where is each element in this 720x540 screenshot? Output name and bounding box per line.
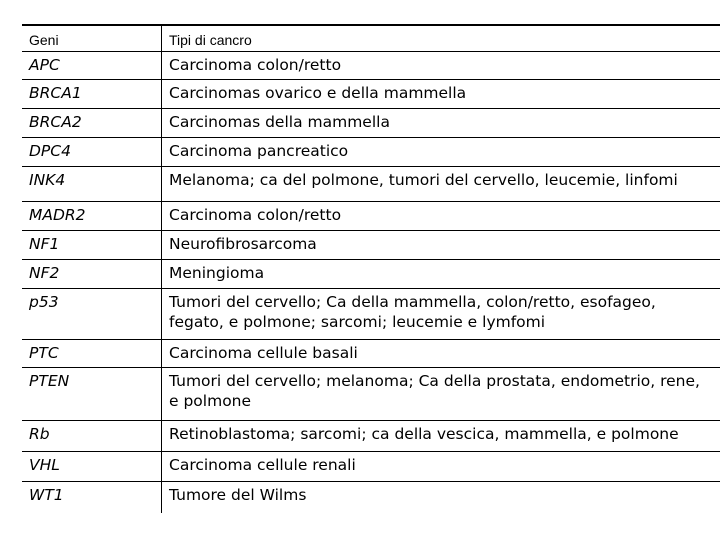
table-header-row bbox=[22, 26, 720, 52]
cancer-cell: Carcinoma cellule renali bbox=[169, 456, 356, 474]
gene-cell: NF2 bbox=[29, 264, 60, 282]
cancer-cell: Retinoblastoma; sarcomi; ca della vescica, mammella, e polmone bbox=[169, 425, 679, 443]
table-row bbox=[22, 202, 720, 231]
table-row bbox=[22, 421, 720, 452]
gene-cell: BRCA2 bbox=[29, 113, 82, 131]
cancer-cell: Carcinoma colon/retto bbox=[169, 206, 342, 224]
gene-cell: BRCA1 bbox=[29, 84, 82, 102]
table-row bbox=[22, 52, 720, 80]
genes-cancer-table bbox=[22, 24, 720, 511]
cancer-cell: Carcinomas della mammella bbox=[169, 113, 390, 131]
cancer-cell: Carcinoma cellule basali bbox=[169, 344, 358, 362]
cancer-cell: Neurofibrosarcoma bbox=[169, 235, 317, 253]
cancer-cell: Melanoma; ca del polmone, tumori del cervello, leucemie, linfomi bbox=[169, 171, 678, 189]
cancer-cell: Carcinoma pancreatico bbox=[169, 142, 349, 160]
table-row bbox=[22, 289, 720, 340]
table-row bbox=[22, 260, 720, 289]
table-row bbox=[22, 452, 720, 482]
table-row bbox=[22, 109, 720, 138]
table-row bbox=[22, 340, 720, 368]
gene-cell: p53 bbox=[29, 293, 59, 311]
header-genes: Geni bbox=[29, 32, 59, 48]
cancer-cell: Tumore del Wilms bbox=[169, 486, 307, 504]
cancer-cell: Carcinoma colon/retto bbox=[169, 56, 342, 74]
table-row bbox=[22, 368, 720, 421]
table-row bbox=[22, 80, 720, 109]
gene-cell: WT1 bbox=[29, 486, 64, 504]
cancer-cell: Tumori del cervello; Ca della mammella, colon/retto, esofageo, fegato, e polmone; sarcomi; leucemie e lymfomi bbox=[169, 293, 656, 331]
header-cancer-types: Tipi di cancro bbox=[169, 32, 252, 48]
gene-cell: VHL bbox=[29, 456, 60, 474]
table-row bbox=[22, 231, 720, 260]
table-row bbox=[22, 482, 720, 511]
gene-cell: INK4 bbox=[29, 171, 66, 189]
cancer-cell: Carcinomas ovarico e della mammella bbox=[169, 84, 467, 102]
gene-cell: DPC4 bbox=[29, 142, 71, 160]
gene-cell: NF1 bbox=[29, 235, 60, 253]
gene-cell: PTEN bbox=[29, 372, 70, 390]
gene-cell: PTC bbox=[29, 344, 59, 362]
gene-cell: MADR2 bbox=[29, 206, 86, 224]
gene-cell: Rb bbox=[29, 425, 50, 443]
cancer-cell: Tumori del cervello; melanoma; Ca della prostata, endometrio, rene, e polmone bbox=[169, 372, 700, 410]
gene-cell: APC bbox=[29, 56, 60, 74]
cancer-cell: Meningioma bbox=[169, 264, 265, 282]
table-row bbox=[22, 167, 720, 202]
table-row bbox=[22, 138, 720, 167]
